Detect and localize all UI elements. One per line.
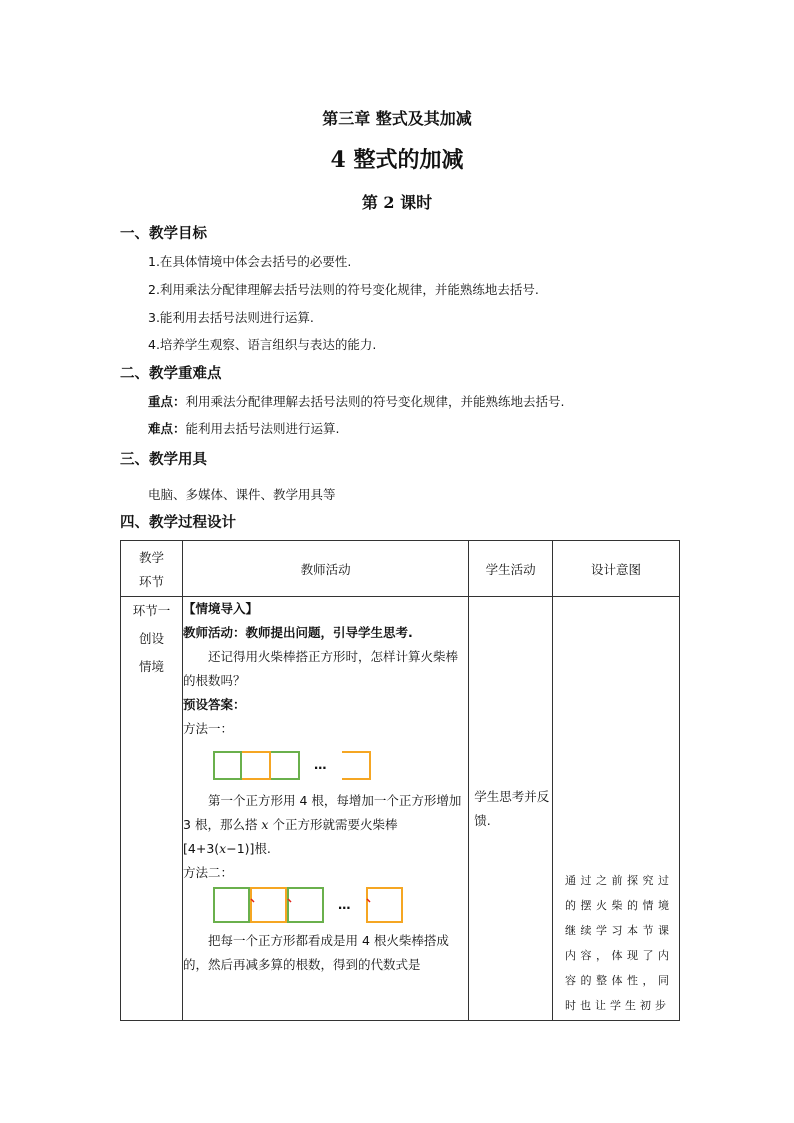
student-activity-cell: 学生思考并反馈. — [469, 597, 553, 1021]
process-heading: 四、教学过程设计 — [120, 515, 236, 531]
goal-item: 4.培养学生观察、语言组织与表达的能力. — [148, 337, 377, 352]
header-teacher: 教师活动 — [183, 541, 469, 597]
method2-text: 把每一个正方形都看成是用 4 根火柴棒搭成的，然后再减多算的根数，得到的代数式是 — [183, 933, 449, 972]
method1-text — [183, 789, 468, 861]
method2-label: 方法二： — [183, 865, 234, 880]
header-stage — [121, 541, 183, 597]
matchstick-open-square-icon — [242, 751, 271, 780]
table-header-row — [121, 541, 680, 597]
method1-label: 方法一： — [183, 721, 234, 736]
matchstick-open-square-icon — [271, 751, 300, 780]
method1-text-c: −1)]根. — [226, 841, 271, 856]
lesson-title: 第 2 课时 — [361, 193, 433, 212]
ellipsis: … — [338, 897, 352, 912]
stage-cell — [121, 597, 183, 1021]
scenario-tag: 【情境导入】 — [183, 601, 259, 616]
difficulty-line — [148, 419, 340, 437]
design-intent-cell: 通过之前探究过的摆火柴的情境继续学习本节课内容，体现了内容的整体性，同时也让学生初步 — [552, 597, 679, 1021]
matchstick-square-icon — [250, 887, 287, 923]
goal-item: 1.在具体情境中体会去括号的必要性. — [148, 254, 352, 269]
header-stage-line1: 教学 — [139, 549, 165, 565]
method1-figure — [213, 747, 468, 783]
tools-heading: 三、教学用具 — [120, 452, 207, 468]
stage-line: 情境 — [139, 659, 165, 674]
method2-figure — [213, 887, 468, 923]
teacher-activity-label: 教师活动：教师提出问题，引导学生思考. — [183, 625, 413, 640]
ellipsis: … — [314, 757, 328, 772]
lesson-process-table — [120, 540, 680, 1021]
key-points-heading: 二、教学重难点 — [120, 366, 222, 382]
variable-x: x — [261, 817, 269, 832]
method1-text-b: 个正方形就需要火柴棒[4+3( — [183, 817, 398, 856]
goal-item: 2.利用乘法分配律理解去括号法则的符号变化规律，并能熟练地去括号. — [148, 282, 539, 297]
question-text: 还记得用火柴棒搭正方形时，怎样计算火柴棒的根数吗？ — [183, 649, 459, 688]
tools-text: 电脑、多媒体、课件、教学用具等 — [148, 487, 336, 502]
focus-line — [148, 392, 565, 410]
matchstick-open-square-icon — [342, 751, 371, 780]
header-design: 设计意图 — [552, 541, 679, 597]
matchstick-square-icon — [366, 887, 403, 923]
matchstick-square-icon — [213, 887, 250, 923]
goal-item: 3.能利用去括号法则进行运算. — [148, 310, 314, 325]
goals-heading: 一、教学目标 — [120, 226, 207, 242]
header-stage-line2: 环节 — [139, 573, 165, 589]
matchstick-square-icon — [287, 887, 324, 923]
teacher-activity-cell — [183, 597, 469, 1021]
variable-x: x — [219, 841, 227, 856]
focus-label: 重点： — [148, 394, 186, 409]
stage-line: 环节一 — [132, 603, 171, 618]
table-row — [121, 597, 680, 1021]
focus-text: 利用乘法分配律理解去括号法则的符号变化规律，并能熟练地去括号. — [185, 394, 565, 409]
section-title: 4 整式的加减 — [330, 147, 464, 173]
difficulty-label: 难点： — [148, 421, 186, 436]
difficulty-text: 能利用去括号法则进行运算. — [185, 421, 340, 436]
header-student: 学生活动 — [469, 541, 553, 597]
matchstick-square-icon — [213, 751, 242, 780]
method1-text-a: 第一个正方形用 4 根，每增加一个正方形增加 3 根，那么搭 — [183, 793, 462, 832]
chapter-title: 第三章 整式及其加减 — [322, 109, 472, 128]
answer-label: 预设答案： — [183, 697, 246, 712]
stage-line: 创设 — [139, 631, 165, 646]
